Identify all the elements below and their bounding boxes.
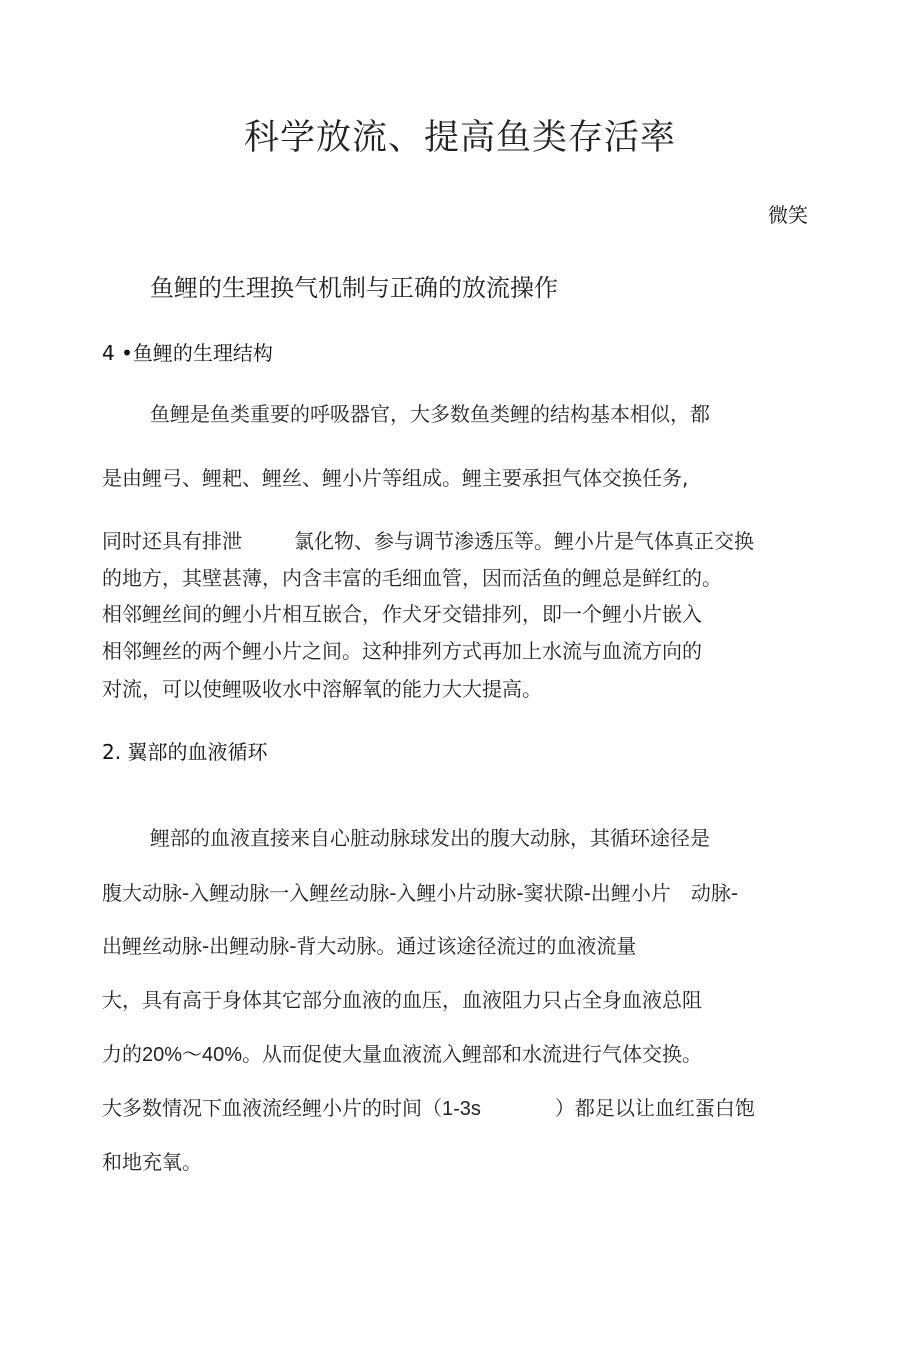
paragraph-line xyxy=(102,525,754,554)
line-fragment: ）都足以让血红蛋白饱 xyxy=(554,1096,755,1120)
paragraph-line: 鲤部的血液直接来自心脏动脉球发出的腹大动脉，其循环途径是 xyxy=(150,826,710,850)
paragraph-line: 对流，可以使鲤吸收水中溶解氧的能力大大提高。 xyxy=(102,677,542,701)
line-fragment: 大多数情况下血液流经鲤小片的时间（ xyxy=(102,1096,442,1120)
paragraph-line: 鱼鲤是鱼类重要的呼吸器官，大多数鱼类鲤的结构基本相似，都 xyxy=(150,402,710,426)
paragraph-line xyxy=(102,877,738,906)
line-fragment: 。从而促使大量血液流入鲤部和水流进行气体交换。 xyxy=(242,1042,703,1066)
paragraph-line: 大，具有高于身体其它部分血液的血压，血液阻力只占全身血液总阻 xyxy=(102,988,702,1012)
time-range: 1-3s xyxy=(442,1098,481,1120)
document-title: 科学放流、提高鱼类存活率 xyxy=(243,118,676,158)
paragraph-line: 和地充氧。 xyxy=(102,1150,202,1174)
document-subtitle: 鱼鲤的生理换气机制与正确的放流操作 xyxy=(150,274,558,302)
paragraph-line xyxy=(102,1038,702,1067)
line-fragment: 同时还具有排泄 xyxy=(102,529,242,553)
line-fragment: 氯化物、参与调节渗透压等。鲤小片是气体真正交换 xyxy=(294,529,754,553)
paragraph-line: 是由鲤弓、鲤耙、鲤丝、鲤小片等组成。鲤主要承担气体交换任务, xyxy=(102,466,689,490)
paragraph-line xyxy=(102,1092,755,1121)
section-heading-1: 4 •鱼鲤的生理结构 xyxy=(102,341,273,365)
line-fragment: 力的 xyxy=(102,1042,142,1066)
percentage-range: 20%～40% xyxy=(142,1044,243,1066)
section-heading-2: 2. 翼部的血液循环 xyxy=(102,740,268,764)
author-name: 微笑 xyxy=(768,203,808,227)
line-fragment: 腹大动脉-入鲤动脉一入鲤丝动脉-入鲤小片动脉-窦状隙-出鲤小片 xyxy=(102,881,671,905)
paragraph-line: 相邻鲤丝的两个鲤小片之间。这种排列方式再加上水流与血流方向的 xyxy=(102,639,702,663)
paragraph-line: 的地方，其壁甚薄，内含丰富的毛细血管，因而活鱼的鲤总是鲜红的。 xyxy=(102,566,722,590)
paragraph-line: 出鲤丝动脉-出鲤动脉-背大动脉。通过该途径流过的血液流量 xyxy=(102,934,637,958)
paragraph-line: 相邻鲤丝间的鲤小片相互嵌合，作犬牙交错排列，即一个鲤小片嵌入 xyxy=(102,602,702,626)
line-fragment: 动脉- xyxy=(690,881,739,905)
